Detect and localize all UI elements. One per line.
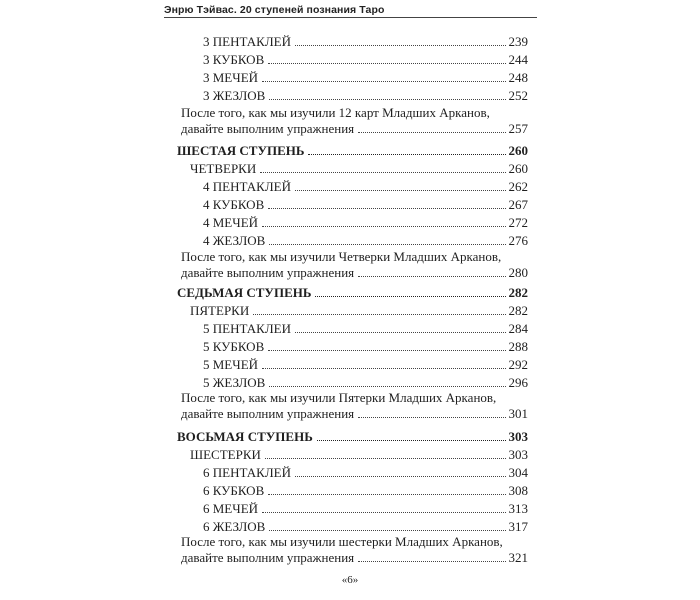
toc-entry[interactable] [203, 85, 528, 103]
toc-entry[interactable] [203, 354, 528, 372]
toc-entry-page: 262 [508, 179, 528, 194]
toc-note-line: После того, как мы изучили Четверки Младших Арканов, [181, 249, 502, 264]
toc-entry-label: 4 ПЕНТАКЛЕЙ [203, 179, 291, 194]
toc-group-entry[interactable] [190, 444, 528, 462]
dot-leader [358, 132, 505, 133]
toc-entry-page: 301 [508, 406, 528, 421]
toc-entry-label: 3 ПЕНТАКЛЕЙ [203, 34, 291, 49]
toc-entry[interactable] [203, 176, 528, 194]
dot-leader [268, 350, 505, 351]
toc-entry-page: 280 [508, 265, 528, 280]
toc-entry-label: ПЯТЕРКИ [190, 303, 250, 318]
toc-note-entry[interactable] [181, 262, 528, 280]
toc-entry[interactable] [203, 336, 528, 354]
dot-leader [262, 226, 505, 227]
toc-entry-page: 303 [508, 447, 528, 462]
toc-entry-label: давайте выполним упражнения [181, 406, 355, 421]
toc-entry-page: 260 [508, 161, 528, 176]
toc-entry-page: 252 [508, 88, 528, 103]
toc-entry[interactable] [203, 212, 528, 230]
toc-entry-label: ШЕСТЕРКИ [190, 447, 261, 462]
toc-entry-label: 4 МЕЧЕЙ [203, 215, 259, 230]
toc-entry-label: 6 МЕЧЕЙ [203, 501, 259, 516]
toc-entry-label: 3 ЖЕЗЛОВ [203, 88, 266, 103]
dot-leader [268, 494, 505, 495]
dot-leader [269, 386, 505, 387]
page-number: «6» [341, 574, 359, 586]
toc-entry[interactable] [203, 31, 528, 49]
toc-entry-page: 282 [508, 303, 528, 318]
toc-step-label: ВОСЬМАЯ СТУПЕНЬ [177, 429, 313, 444]
toc-step-label: СЕДЬМАЯ СТУПЕНЬ [177, 285, 312, 300]
toc-entry[interactable] [203, 49, 528, 67]
toc-entry-label: 6 ЖЕЗЛОВ [203, 519, 266, 534]
toc-entry-label: 6 КУБКОВ [203, 483, 265, 498]
toc-note-line: После того, как мы изучили шестерки Младших Арканов, [181, 534, 503, 549]
toc-entry-label: давайте выполним упражнения [181, 121, 355, 136]
dot-leader [295, 45, 506, 46]
dot-leader [253, 314, 505, 315]
dot-leader [295, 332, 506, 333]
toc-entry-label: 5 ЖЕЗЛОВ [203, 375, 266, 390]
toc-entry-label: давайте выполним упражнения [181, 265, 355, 280]
toc-entry-label: 3 МЕЧЕЙ [203, 70, 259, 85]
toc-step-label: ШЕСТАЯ СТУПЕНЬ [177, 143, 305, 158]
dot-leader [262, 512, 505, 513]
running-head: Энрю Тэйвас. 20 ступеней познания Таро [164, 4, 385, 16]
toc-entry-page: 260 [508, 143, 528, 158]
toc-entry-page: 296 [508, 375, 528, 390]
toc-entry-page: 244 [508, 52, 528, 67]
toc-entry-label: давайте выполним упражнения [181, 550, 355, 565]
toc-entry[interactable] [203, 498, 528, 516]
toc-note-entry[interactable] [181, 547, 528, 565]
toc-entry-page: 282 [508, 285, 528, 300]
toc-entry-label: 4 КУБКОВ [203, 197, 265, 212]
toc-entry-label: 4 ЖЕЗЛОВ [203, 233, 266, 248]
toc-entry-page: 239 [508, 34, 528, 49]
toc-entry-page: 304 [508, 465, 528, 480]
toc-entry-label: 5 КУБКОВ [203, 339, 265, 354]
toc-step-entry[interactable] [177, 140, 528, 158]
dot-leader [269, 99, 505, 100]
dot-leader [262, 368, 505, 369]
toc-note-line: После того, как мы изучили 12 карт Младших Арканов, [181, 105, 490, 120]
toc-entry[interactable] [203, 194, 528, 212]
toc-entry[interactable] [203, 230, 528, 248]
toc-entry-page: 267 [508, 197, 528, 212]
dot-leader [262, 81, 505, 82]
toc-entry-page: 321 [508, 550, 528, 565]
toc-note-line: После того, как мы изучили Пятерки Младших Арканов, [181, 390, 497, 405]
toc-entry-label: ЧЕТВЕРКИ [190, 161, 257, 176]
dot-leader [358, 417, 505, 418]
dot-leader [269, 530, 505, 531]
toc-step-entry[interactable] [177, 282, 528, 300]
toc-entry-page: 308 [508, 483, 528, 498]
toc-entry-page: 313 [508, 501, 528, 516]
toc-step-entry[interactable] [177, 426, 528, 444]
toc-entry-page: 276 [508, 233, 528, 248]
toc-entry[interactable] [203, 480, 528, 498]
toc-entry[interactable] [203, 318, 528, 336]
toc-group-entry[interactable] [190, 300, 528, 318]
toc-entry-page: 303 [508, 429, 528, 444]
dot-leader [269, 244, 505, 245]
toc-entry[interactable] [203, 462, 528, 480]
toc-entry[interactable] [203, 372, 528, 390]
toc-entry-label: 6 ПЕНТАКЛЕЙ [203, 465, 291, 480]
toc-entry-page: 317 [508, 519, 528, 534]
toc-entry-page: 248 [508, 70, 528, 85]
dot-leader [308, 154, 505, 155]
toc-group-entry[interactable] [190, 158, 528, 176]
toc-entry-page: 257 [508, 121, 528, 136]
dot-leader [295, 476, 506, 477]
dot-leader [268, 63, 505, 64]
dot-leader [295, 190, 506, 191]
dot-leader [315, 296, 505, 297]
dot-leader [260, 172, 505, 173]
toc-note-entry[interactable] [181, 403, 528, 421]
toc-entry-page: 284 [508, 321, 528, 336]
toc-entry-page: 288 [508, 339, 528, 354]
dot-leader [358, 561, 505, 562]
dot-leader [268, 208, 505, 209]
toc-entry[interactable] [203, 516, 528, 534]
dot-leader [358, 276, 505, 277]
dot-leader [317, 440, 506, 441]
toc-entry-page: 272 [508, 215, 528, 230]
toc-entry-label: 5 МЕЧЕЙ [203, 357, 259, 372]
toc-entry-page: 292 [508, 357, 528, 372]
toc-note-entry[interactable] [181, 118, 528, 136]
toc-entry-label: 3 КУБКОВ [203, 52, 265, 67]
toc-entry-label: 5 ПЕНТАКЛЕИ [203, 321, 291, 336]
toc-entry[interactable] [203, 67, 528, 85]
dot-leader [265, 458, 506, 459]
